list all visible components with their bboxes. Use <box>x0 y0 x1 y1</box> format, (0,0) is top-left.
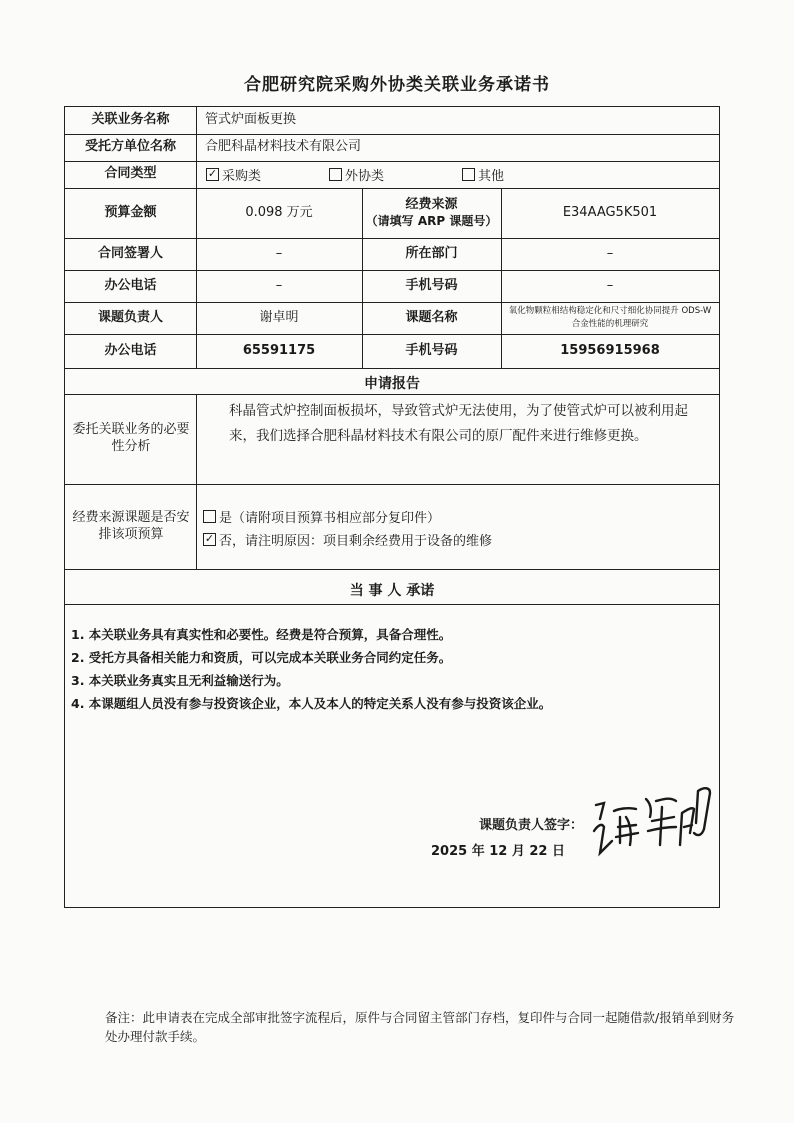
checkbox-empty-icon[interactable] <box>203 510 216 523</box>
pledge-item: 1. 本关联业务具有真实性和必要性。经费是符合预算，具备合理性。 <box>71 627 452 642</box>
business-name-label: 关联业务名称 <box>91 112 170 128</box>
entrusted-party-value: 合肥科晶材料技术有限公司 <box>205 139 362 155</box>
budget-arranged-no-label: 否，请注明原因：项目剩余经费用于设备的维修 <box>219 534 493 549</box>
contract-type-outsourcing-label: 外协类 <box>345 169 385 184</box>
signature-label: 课题负责人签字： <box>479 818 584 833</box>
office-phone-label: 办公电话 <box>104 277 157 293</box>
contract-type-other-label: 其他 <box>478 169 505 184</box>
signer-label: 合同签署人 <box>97 245 163 261</box>
pi-mobile-label: 手机号码 <box>405 342 458 358</box>
contract-type-purchase-label: 采购类 <box>222 169 262 184</box>
report-section-title: 申请报告 <box>364 376 420 392</box>
pledge-section-title: 当 事 人 承诺 <box>349 583 435 599</box>
contract-type-outsourcing[interactable] <box>329 161 384 188</box>
handwritten-signature <box>590 783 715 863</box>
project-name-value: 氧化物颗粒相结构稳定化和尺寸细化协同提升 ODS-W 合金性能的机理研究 <box>508 306 712 329</box>
fund-source-value: E34AAG5K501 <box>562 204 658 220</box>
signature-date: 2025 年 12 月 22 日 <box>431 844 565 859</box>
pi-office-phone-value: 65591175 <box>242 342 316 358</box>
mobile-value: – <box>606 277 614 293</box>
budget-arranged-yes-label: 是（请附项目预算书相应部分复印件） <box>219 511 441 526</box>
budget-arranged-label: 经费来源课题是否安排该项预算 <box>72 509 190 542</box>
necessity-label: 委托关联业务的必要性分析 <box>72 422 190 454</box>
fund-source-hint: （请填写 ARP 课题号） <box>365 213 498 228</box>
contract-type-label: 合同类型 <box>104 166 157 182</box>
budget-arranged-yes[interactable] <box>203 507 440 526</box>
entrusted-party-label: 受托方单位名称 <box>84 139 176 155</box>
office-phone-value: – <box>275 277 283 293</box>
department-label: 所在部门 <box>405 245 458 261</box>
pledge-item: 2. 受托方具备相关能力和资质，可以完成本关联业务合同约定任务。 <box>71 650 452 665</box>
pi-value: 谢卓明 <box>259 309 299 325</box>
budget-label: 预算金额 <box>104 204 157 220</box>
checkbox-checked-icon[interactable] <box>203 533 216 546</box>
footnote: 备注：此申请表在完成全部审批签字流程后，原件与合同留主管部门存档，复印件与合同一起随借款/报销单到财务处办理付款手续。 <box>105 1010 735 1044</box>
pi-office-phone-label: 办公电话 <box>104 342 157 358</box>
pi-mobile-value: 15956915968 <box>560 342 660 358</box>
fund-source-label-cell <box>362 188 501 238</box>
checkbox-empty-icon[interactable] <box>329 168 342 181</box>
department-value: – <box>606 245 614 261</box>
budget-arranged-no[interactable] <box>203 530 492 549</box>
pi-label: 课题负责人 <box>97 309 163 325</box>
fund-source-label: 经费来源 <box>405 196 458 212</box>
business-name-value: 管式炉面板更换 <box>205 112 297 128</box>
commitment-form <box>64 106 720 908</box>
contract-type-purchase[interactable] <box>206 161 261 188</box>
mobile-label: 手机号码 <box>405 277 458 293</box>
checkbox-empty-icon[interactable] <box>462 168 475 181</box>
pledge-item: 4. 本课题组人员没有参与投资该企业，本人及本人的特定关系人没有参与投资该企业。 <box>71 696 552 711</box>
page-title: 合肥研究院采购外协类关联业务承诺书 <box>244 75 550 95</box>
project-name-label: 课题名称 <box>405 309 458 325</box>
pledge-item: 3. 本关联业务真实且无利益输送行为。 <box>71 673 289 688</box>
necessity-text: 科晶管式炉控制面板损坏，导致管式炉无法使用，为了使管式炉可以被利用起来，我们选择合肥科晶材料技术有限公司的原厂配件来进行维修更换。 <box>229 403 688 444</box>
budget-value: 0.098 万元 <box>245 204 313 220</box>
checkbox-checked-icon[interactable] <box>206 168 219 181</box>
contract-type-other[interactable] <box>462 161 504 188</box>
signer-value: – <box>275 245 283 261</box>
